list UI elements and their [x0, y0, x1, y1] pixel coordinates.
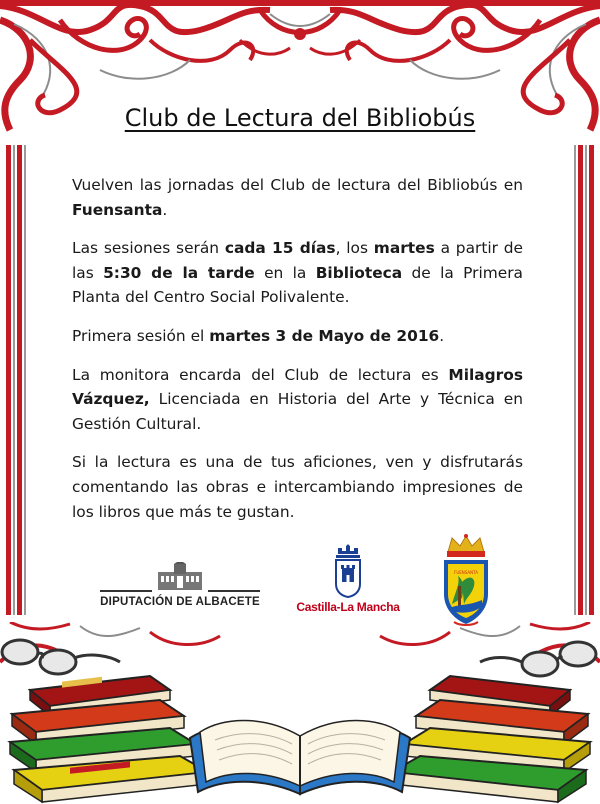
diputacion-label: DIPUTACIÓN DE ALBACETE — [100, 596, 260, 608]
fuensanta-crest-icon — [438, 534, 494, 630]
clm-label: Castilla-La Mancha — [296, 600, 400, 614]
paragraph-monitor: La monitora encarda del Club de lectura es Milagros Vázquez, Licenciada en Historia del Arte y Técnica en Gestión Cultural. — [72, 365, 523, 433]
palace-icon — [154, 562, 206, 592]
glasses-right-icon — [480, 642, 596, 676]
paragraph-schedule: Las sesiones serán cada 15 días, los martes a partir de las 5:30 de la tarde en la Biblioteca de la Primera Planta del Centro Social Polivalente. — [72, 239, 523, 307]
svg-text:FUENSANTA: FUENSANTA — [454, 570, 478, 575]
books-icon — [0, 622, 600, 804]
clm-castle-icon — [332, 544, 364, 598]
castilla-la-mancha-logo — [296, 544, 400, 634]
announcement-body — [72, 173, 523, 538]
paragraph-intro: Vuelven las jornadas del Club de lectura del Bibliobús en Fuensanta. — [72, 176, 523, 219]
paragraph-first-session: Primera sesión el martes 3 de Mayo de 2016. — [72, 326, 445, 345]
glasses-left-icon — [2, 640, 120, 674]
poster-title: Club de Lectura del Bibliobús — [124, 104, 476, 132]
sponsor-logos — [0, 530, 600, 630]
paragraph-invitation: Si la lectura es una de tus aficiones, ven y disfrutarás comentando las obras e intercambiando impresiones de los libros que más te gustan. — [72, 453, 523, 521]
open-book-icon — [190, 721, 410, 795]
